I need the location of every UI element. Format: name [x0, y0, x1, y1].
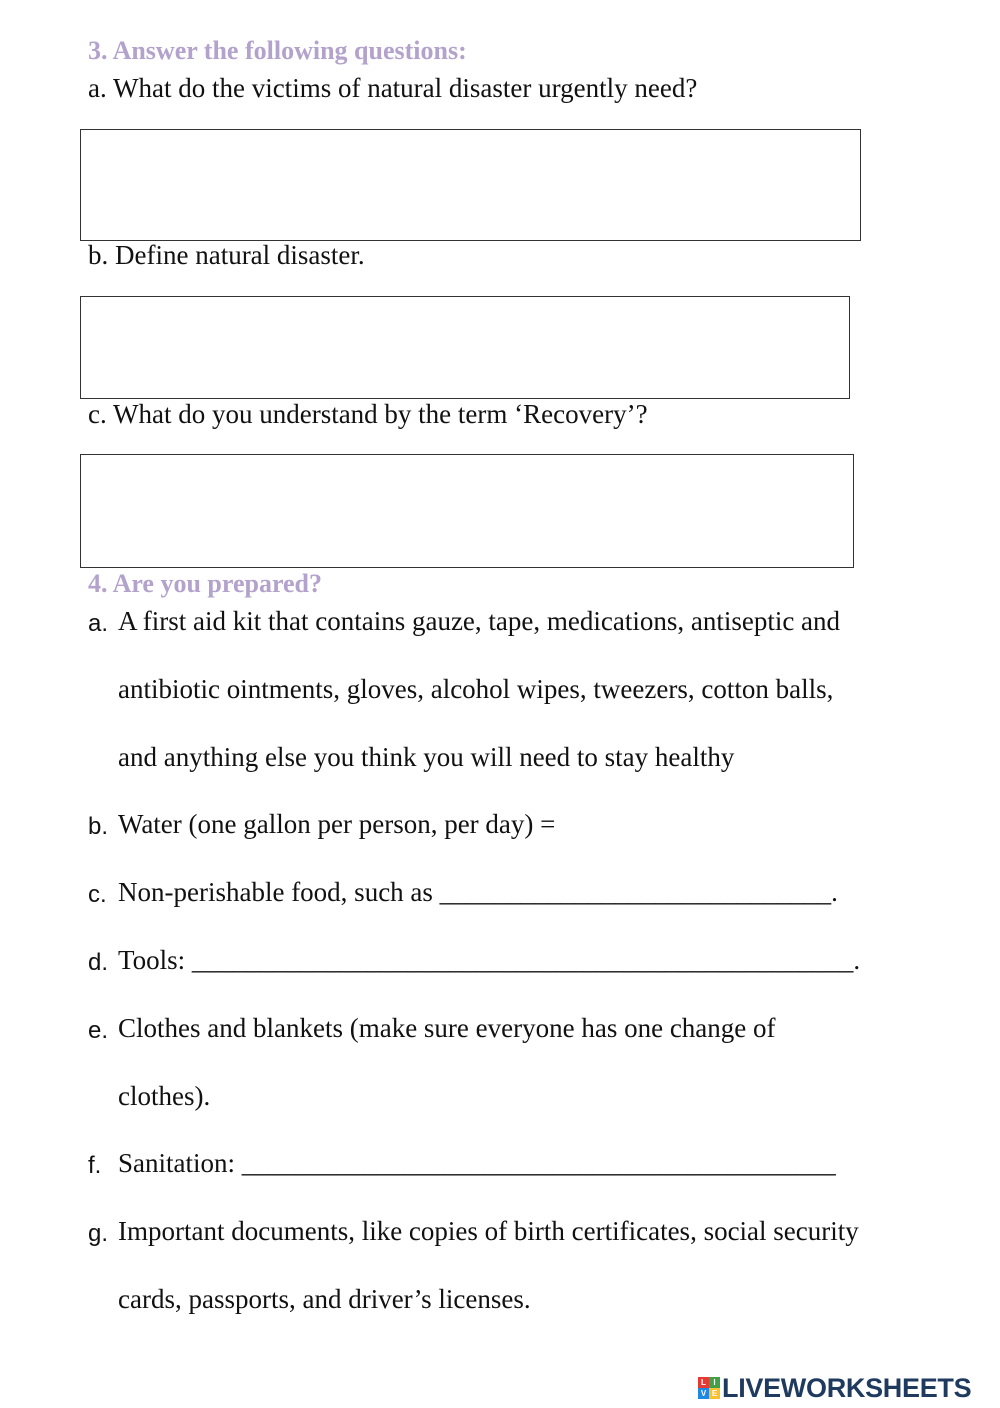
- answer-box-b[interactable]: [80, 296, 850, 399]
- section-4-heading: 4. Are you prepared?: [88, 569, 323, 598]
- item-a-line-3: and anything else you think you will need to stay healthy: [118, 742, 735, 772]
- answer-box-c[interactable]: [80, 454, 854, 568]
- item-g-line-1: Important documents, like copies of birth certificates, social security: [118, 1216, 859, 1246]
- item-e-line-2: clothes).: [118, 1081, 211, 1111]
- answer-box-a[interactable]: [80, 129, 861, 241]
- liveworksheets-logo-icon: [698, 1377, 720, 1399]
- item-b-letter: b.: [88, 813, 109, 840]
- item-d-letter: d.: [88, 949, 109, 976]
- logo-icon-cell: L: [698, 1377, 709, 1388]
- liveworksheets-logo-text: LIVEWORKSHEETS: [722, 1372, 972, 1403]
- item-f-line-1: Sanitation: ____________________________________________: [118, 1148, 836, 1178]
- item-e-letter: e.: [88, 1017, 109, 1044]
- item-d-line-1: Tools: _________________________________________________.: [118, 945, 861, 975]
- item-g-letter: g.: [88, 1220, 109, 1247]
- item-b-line-1: Water (one gallon per person, per day) =: [118, 809, 556, 839]
- item-a-line-2: antibiotic ointments, gloves, alcohol wipes, tweezers, cotton balls,: [118, 674, 834, 704]
- liveworksheets-logo: [698, 1372, 971, 1404]
- item-e-line-1: Clothes and blankets (make sure everyone has one change of: [118, 1013, 776, 1043]
- section-3-heading: 3. Answer the following questions:: [88, 36, 467, 65]
- logo-icon-cell: I: [709, 1377, 720, 1388]
- logo-icon-cell: E: [709, 1388, 720, 1399]
- question-a: a. What do the victims of natural disaster urgently need?: [88, 73, 698, 103]
- item-c-letter: c.: [88, 881, 107, 908]
- item-f-letter: f.: [88, 1152, 102, 1179]
- item-a-letter: a.: [88, 610, 109, 637]
- question-b: b. Define natural disaster.: [88, 240, 365, 270]
- item-a-line-1: A first aid kit that contains gauze, tape, medications, antiseptic and: [118, 606, 841, 636]
- question-c: c. What do you understand by the term ‘Recovery’?: [88, 399, 648, 429]
- logo-icon-cell: V: [698, 1388, 709, 1399]
- item-g-line-2: cards, passports, and driver’s licenses.: [118, 1284, 531, 1314]
- item-c-line-1: Non-perishable food, such as _____________________________.: [118, 877, 838, 907]
